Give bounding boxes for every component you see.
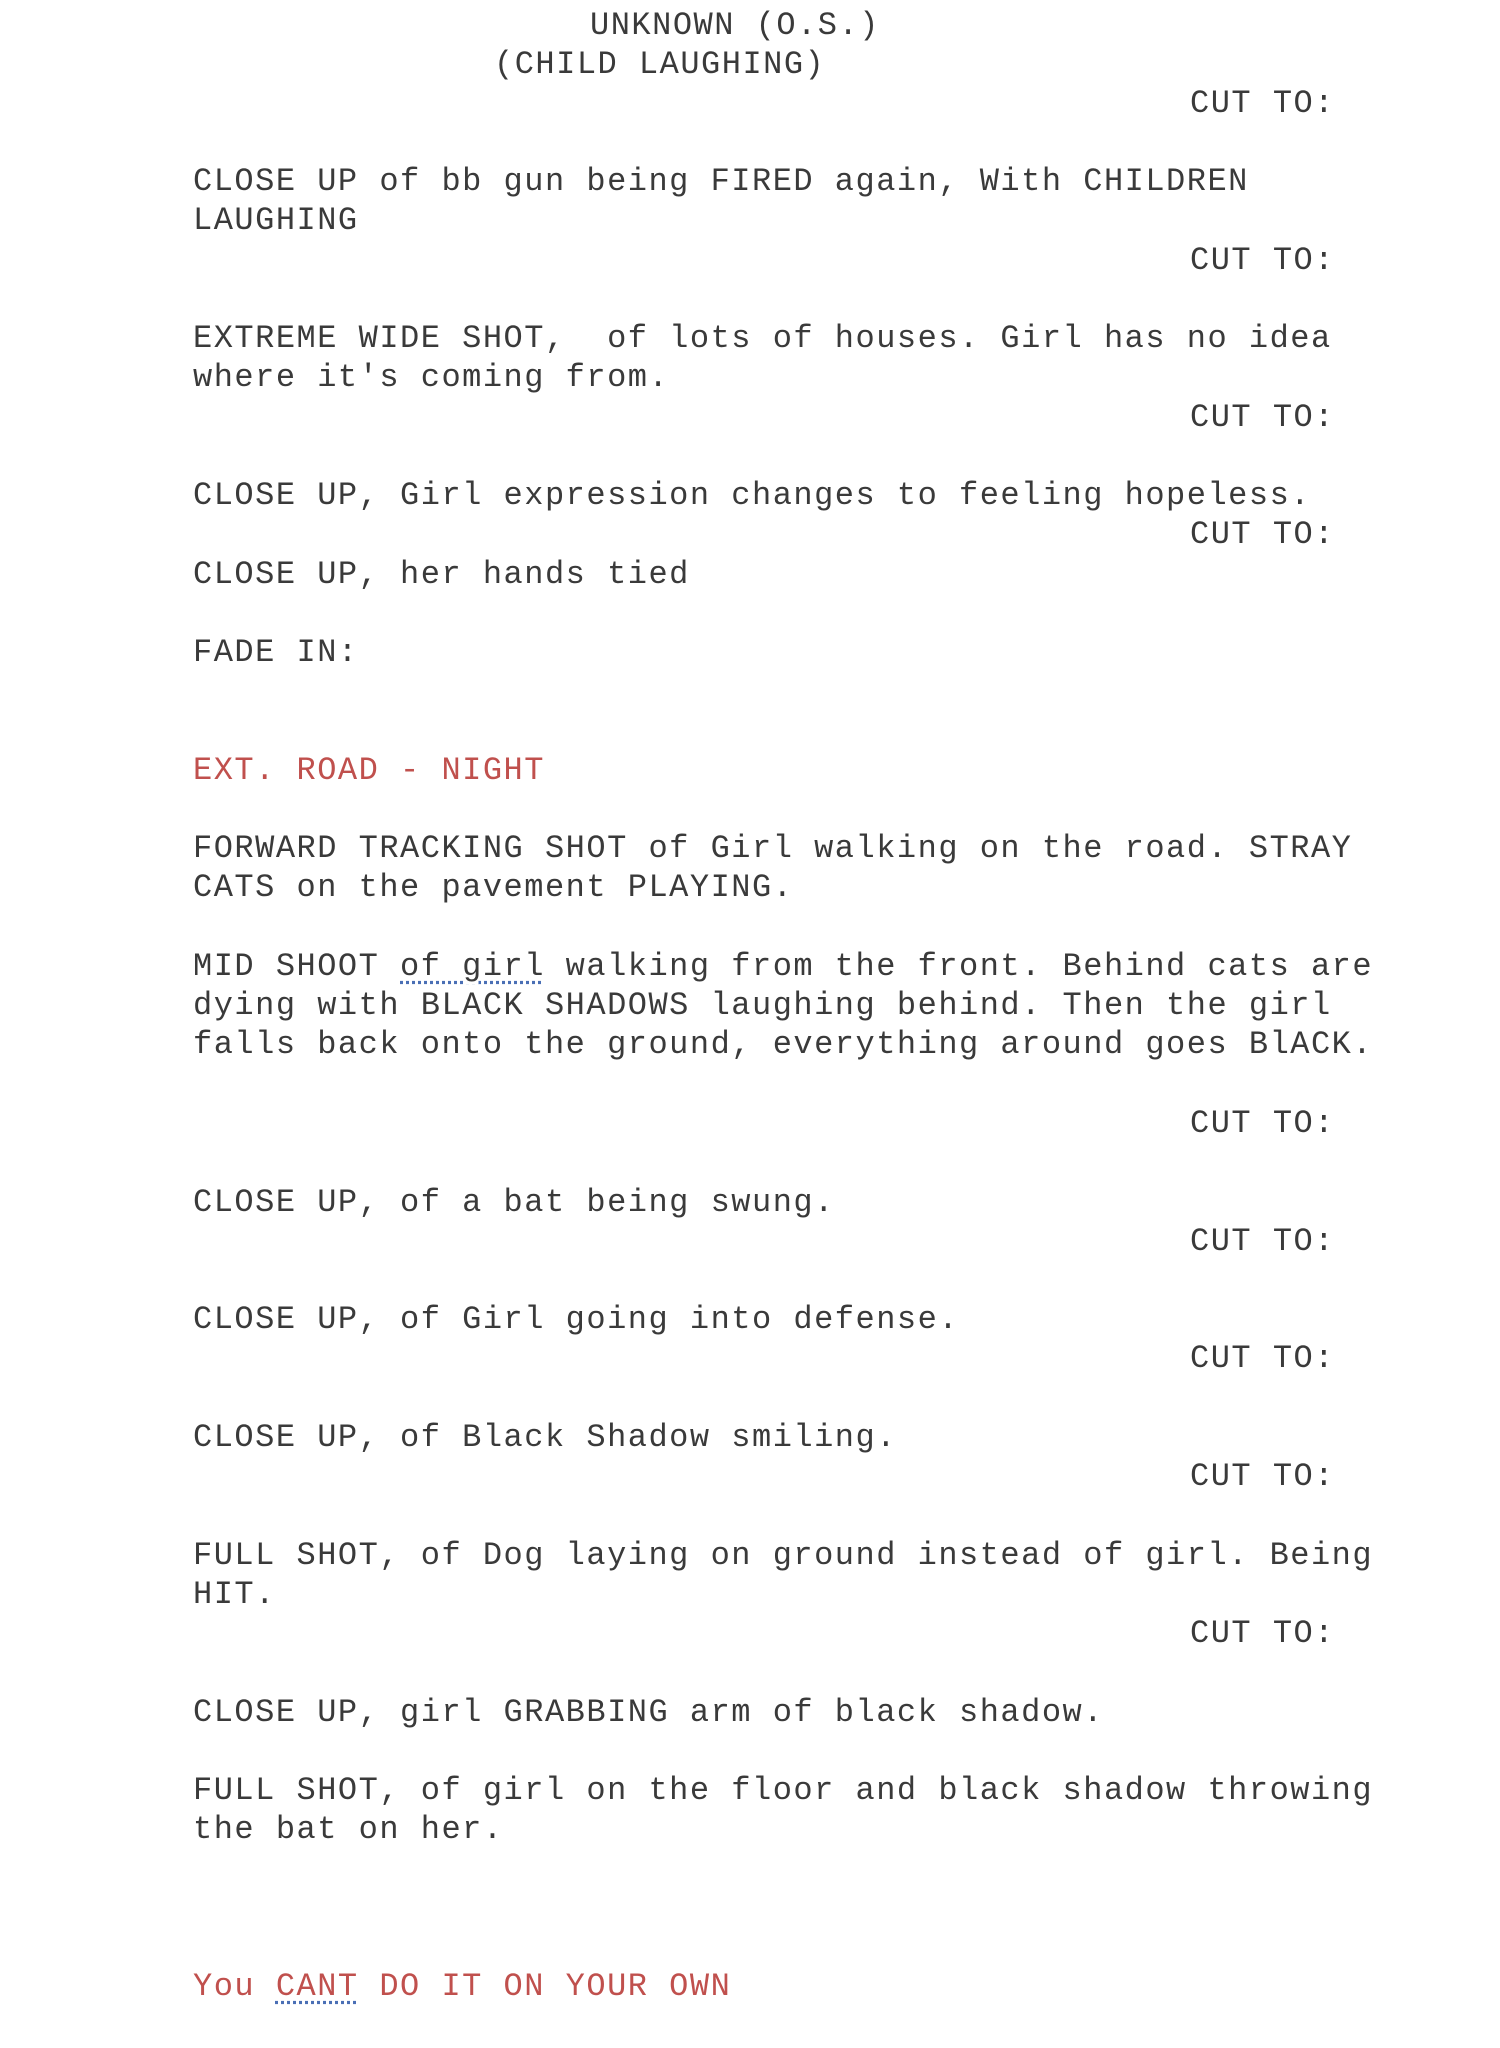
action-line: CLOSE UP, of Girl going into defense.: [193, 1301, 960, 1338]
transition-cut-to: CUT TO:: [1190, 516, 1335, 553]
action-text: walking from the front. Behind cats are: [544, 948, 1374, 985]
transition-cut-to: CUT TO:: [1190, 1340, 1335, 1377]
action-line: CATS on the pavement PLAYING.: [193, 869, 794, 906]
action-line: CLOSE UP of bb gun being FIRED again, With CHILDREN: [193, 163, 1249, 200]
action-line: FORWARD TRACKING SHOT of Girl walking on the road. STRAY: [193, 830, 1353, 867]
transition-cut-to: CUT TO:: [1190, 1615, 1335, 1652]
transition-cut-to: CUT TO:: [1190, 85, 1335, 122]
transition-cut-to: CUT TO:: [1190, 242, 1335, 279]
action-line: HIT.: [193, 1576, 276, 1613]
action-line: CLOSE UP, Girl expression changes to feeling hopeless.: [193, 477, 1311, 514]
action-line: LAUGHING: [193, 202, 359, 239]
closing-text: DO IT ON YOUR OWN: [358, 1968, 732, 2005]
action-line: the bat on her.: [193, 1811, 504, 1848]
character-name: UNKNOWN (O.S.): [590, 7, 880, 44]
spellcheck-flagged-text[interactable]: CANT: [275, 1968, 359, 2005]
spellcheck-flagged-text[interactable]: of girl: [400, 948, 545, 985]
action-line: EXTREME WIDE SHOT, of lots of houses. Girl has no idea: [193, 320, 1332, 357]
action-line: [193, 947, 1373, 986]
action-line: dying with BLACK SHADOWS laughing behind. Then the girl: [193, 987, 1332, 1024]
scene-heading: EXT. ROAD - NIGHT: [193, 752, 545, 789]
transition-cut-to: CUT TO:: [1190, 1223, 1335, 1260]
action-line: FULL SHOT, of Dog laying on ground instead of girl. Being: [193, 1537, 1374, 1574]
closing-line: [193, 1967, 731, 2006]
action-line: CLOSE UP, of Black Shadow smiling.: [193, 1419, 897, 1456]
action-line: CLOSE UP, of a bat being swung.: [193, 1184, 835, 1221]
closing-text: You: [193, 1968, 276, 2005]
transition-cut-to: CUT TO:: [1190, 399, 1335, 436]
action-line: FULL SHOT, of girl on the floor and black shadow throwing: [193, 1772, 1374, 1809]
transition-fade-in: FADE IN:: [193, 634, 359, 671]
parenthetical: (CHILD LAUGHING): [494, 46, 826, 83]
action-line: CLOSE UP, girl GRABBING arm of black shadow.: [193, 1694, 1104, 1731]
action-line: CLOSE UP, her hands tied: [193, 556, 690, 593]
action-text: MID SHOOT: [193, 948, 401, 985]
action-line: where it's coming from.: [193, 359, 670, 396]
transition-cut-to: CUT TO:: [1190, 1458, 1335, 1495]
action-line: falls back onto the ground, everything around goes BlACK.: [193, 1026, 1374, 1063]
transition-cut-to: CUT TO:: [1190, 1105, 1335, 1142]
